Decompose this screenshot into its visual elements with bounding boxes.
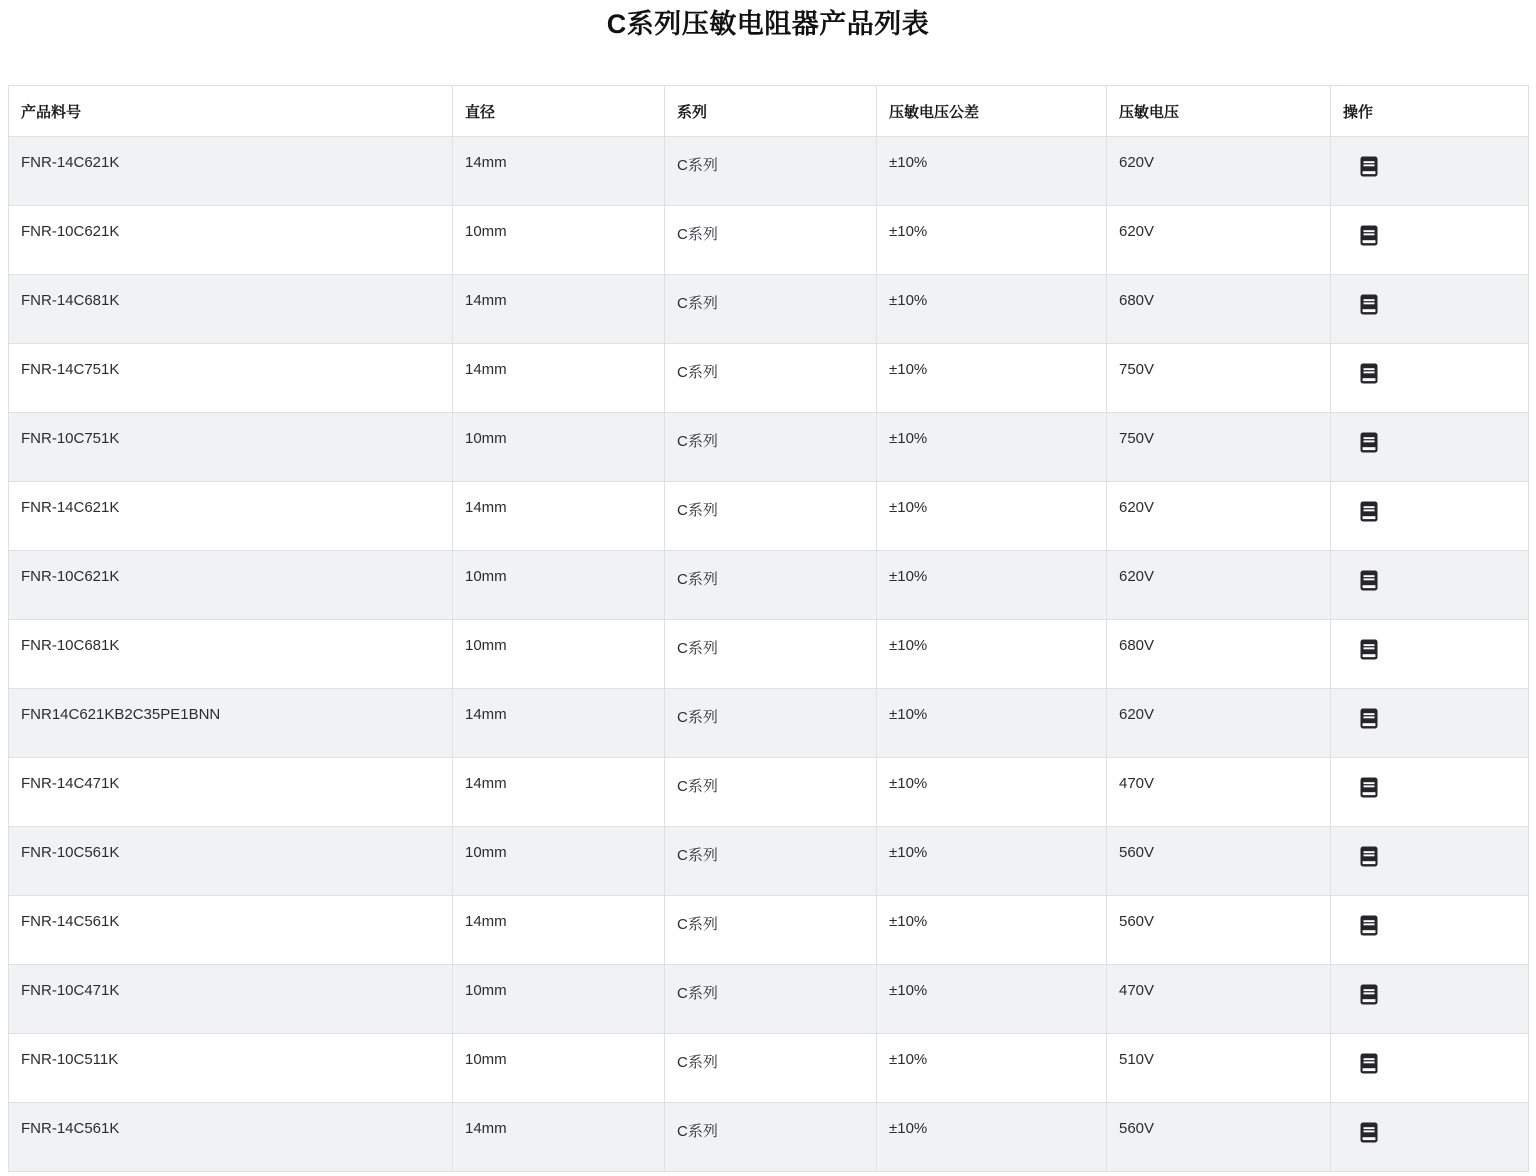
cell-series: C系列 <box>665 275 877 344</box>
table-row <box>9 620 1529 689</box>
cell-voltage: 620V <box>1107 137 1331 206</box>
document-icon <box>1360 1053 1378 1074</box>
cell-action <box>1331 620 1529 689</box>
cell-voltage: 470V <box>1107 758 1331 827</box>
view-detail-button[interactable] <box>1360 432 1378 453</box>
cell-part-number: FNR-10C621K <box>9 551 453 620</box>
table-row <box>9 137 1529 206</box>
table-row <box>9 413 1529 482</box>
cell-diameter: 14mm <box>453 275 665 344</box>
cell-action <box>1331 482 1529 551</box>
cell-part-number: FNR-14C561K <box>9 1103 453 1172</box>
document-icon <box>1360 225 1378 246</box>
cell-tolerance: ±10% <box>877 896 1107 965</box>
document-icon <box>1360 156 1378 177</box>
cell-diameter: 14mm <box>453 1103 665 1172</box>
table-header-row <box>9 86 1529 137</box>
document-icon <box>1360 915 1378 936</box>
cell-series: C系列 <box>665 482 877 551</box>
cell-series: C系列 <box>665 896 877 965</box>
table-row <box>9 482 1529 551</box>
cell-part-number: FNR-14C751K <box>9 344 453 413</box>
view-detail-button[interactable] <box>1360 1053 1378 1074</box>
cell-voltage: 560V <box>1107 1103 1331 1172</box>
view-detail-button[interactable] <box>1360 363 1378 384</box>
document-icon <box>1360 984 1378 1005</box>
table-row <box>9 344 1529 413</box>
table-row <box>9 1103 1529 1172</box>
view-detail-button[interactable] <box>1360 225 1378 246</box>
document-icon <box>1360 432 1378 453</box>
cell-tolerance: ±10% <box>877 1103 1107 1172</box>
cell-voltage: 470V <box>1107 965 1331 1034</box>
cell-action <box>1331 758 1529 827</box>
view-detail-button[interactable] <box>1360 156 1378 177</box>
table-row <box>9 551 1529 620</box>
cell-diameter: 10mm <box>453 551 665 620</box>
cell-diameter: 14mm <box>453 896 665 965</box>
cell-action <box>1331 137 1529 206</box>
table-row <box>9 758 1529 827</box>
cell-tolerance: ±10% <box>877 689 1107 758</box>
cell-diameter: 10mm <box>453 1034 665 1103</box>
cell-diameter: 10mm <box>453 965 665 1034</box>
cell-tolerance: ±10% <box>877 137 1107 206</box>
cell-series: C系列 <box>665 965 877 1034</box>
table-row <box>9 206 1529 275</box>
cell-action <box>1331 206 1529 275</box>
view-detail-button[interactable] <box>1360 984 1378 1005</box>
cell-tolerance: ±10% <box>877 344 1107 413</box>
cell-series: C系列 <box>665 1103 877 1172</box>
cell-part-number: FNR14C621KB2C35PE1BNN <box>9 689 453 758</box>
document-icon <box>1360 639 1378 660</box>
cell-voltage: 750V <box>1107 413 1331 482</box>
document-icon <box>1360 1122 1378 1143</box>
cell-action <box>1331 689 1529 758</box>
cell-action <box>1331 344 1529 413</box>
cell-diameter: 14mm <box>453 758 665 827</box>
cell-diameter: 14mm <box>453 482 665 551</box>
cell-tolerance: ±10% <box>877 965 1107 1034</box>
document-icon <box>1360 294 1378 315</box>
column-header-diameter: 直径 <box>453 86 665 137</box>
cell-part-number: FNR-10C471K <box>9 965 453 1034</box>
document-icon <box>1360 570 1378 591</box>
cell-action <box>1331 1034 1529 1103</box>
cell-part-number: FNR-14C561K <box>9 896 453 965</box>
cell-voltage: 560V <box>1107 827 1331 896</box>
cell-series: C系列 <box>665 137 877 206</box>
cell-tolerance: ±10% <box>877 275 1107 344</box>
table-row <box>9 827 1529 896</box>
table-row <box>9 275 1529 344</box>
view-detail-button[interactable] <box>1360 1122 1378 1143</box>
column-header-action: 操作 <box>1331 86 1529 137</box>
cell-voltage: 560V <box>1107 896 1331 965</box>
cell-series: C系列 <box>665 1034 877 1103</box>
cell-action <box>1331 965 1529 1034</box>
cell-part-number: FNR-14C471K <box>9 758 453 827</box>
cell-voltage: 750V <box>1107 344 1331 413</box>
cell-tolerance: ±10% <box>877 551 1107 620</box>
table-row <box>9 896 1529 965</box>
table-row <box>9 965 1529 1034</box>
column-header-tolerance: 压敏电压公差 <box>877 86 1107 137</box>
cell-action <box>1331 896 1529 965</box>
cell-part-number: FNR-10C681K <box>9 620 453 689</box>
cell-part-number: FNR-14C621K <box>9 137 453 206</box>
cell-diameter: 14mm <box>453 344 665 413</box>
cell-action <box>1331 275 1529 344</box>
cell-series: C系列 <box>665 620 877 689</box>
cell-series: C系列 <box>665 827 877 896</box>
cell-diameter: 10mm <box>453 827 665 896</box>
table-body <box>9 137 1529 1172</box>
cell-part-number: FNR-10C561K <box>9 827 453 896</box>
document-icon <box>1360 501 1378 522</box>
view-detail-button[interactable] <box>1360 846 1378 867</box>
view-detail-button[interactable] <box>1360 915 1378 936</box>
cell-voltage: 510V <box>1107 1034 1331 1103</box>
cell-voltage: 620V <box>1107 551 1331 620</box>
cell-tolerance: ±10% <box>877 827 1107 896</box>
cell-voltage: 620V <box>1107 206 1331 275</box>
column-header-part-number: 产品料号 <box>9 86 453 137</box>
cell-voltage: 620V <box>1107 482 1331 551</box>
cell-diameter: 10mm <box>453 206 665 275</box>
cell-series: C系列 <box>665 206 877 275</box>
cell-series: C系列 <box>665 689 877 758</box>
cell-part-number: FNR-10C511K <box>9 1034 453 1103</box>
cell-series: C系列 <box>665 413 877 482</box>
cell-action <box>1331 551 1529 620</box>
cell-part-number: FNR-14C621K <box>9 482 453 551</box>
view-detail-button[interactable] <box>1360 639 1378 660</box>
view-detail-button[interactable] <box>1360 777 1378 798</box>
cell-tolerance: ±10% <box>877 758 1107 827</box>
document-icon <box>1360 708 1378 729</box>
table-row <box>9 1034 1529 1103</box>
document-icon <box>1360 777 1378 798</box>
cell-tolerance: ±10% <box>877 1034 1107 1103</box>
cell-voltage: 620V <box>1107 689 1331 758</box>
cell-action <box>1331 1103 1529 1172</box>
cell-diameter: 14mm <box>453 689 665 758</box>
cell-diameter: 10mm <box>453 620 665 689</box>
page-title: C系列压敏电阻器产品列表 <box>606 9 930 39</box>
cell-series: C系列 <box>665 344 877 413</box>
cell-diameter: 14mm <box>453 137 665 206</box>
view-detail-button[interactable] <box>1360 501 1378 522</box>
cell-tolerance: ±10% <box>877 413 1107 482</box>
cell-series: C系列 <box>665 551 877 620</box>
cell-tolerance: ±10% <box>877 620 1107 689</box>
cell-tolerance: ±10% <box>877 482 1107 551</box>
column-header-voltage: 压敏电压 <box>1107 86 1331 137</box>
cell-part-number: FNR-14C681K <box>9 275 453 344</box>
cell-part-number: FNR-10C621K <box>9 206 453 275</box>
cell-action <box>1331 413 1529 482</box>
cell-tolerance: ±10% <box>877 206 1107 275</box>
column-header-series: 系列 <box>665 86 877 137</box>
view-detail-button[interactable] <box>1360 570 1378 591</box>
cell-series: C系列 <box>665 758 877 827</box>
table-row <box>9 689 1529 758</box>
view-detail-button[interactable] <box>1360 708 1378 729</box>
cell-voltage: 680V <box>1107 275 1331 344</box>
product-table <box>8 85 1529 1172</box>
cell-voltage: 680V <box>1107 620 1331 689</box>
cell-diameter: 10mm <box>453 413 665 482</box>
view-detail-button[interactable] <box>1360 294 1378 315</box>
cell-action <box>1331 827 1529 896</box>
document-icon <box>1360 363 1378 384</box>
document-icon <box>1360 846 1378 867</box>
cell-part-number: FNR-10C751K <box>9 413 453 482</box>
